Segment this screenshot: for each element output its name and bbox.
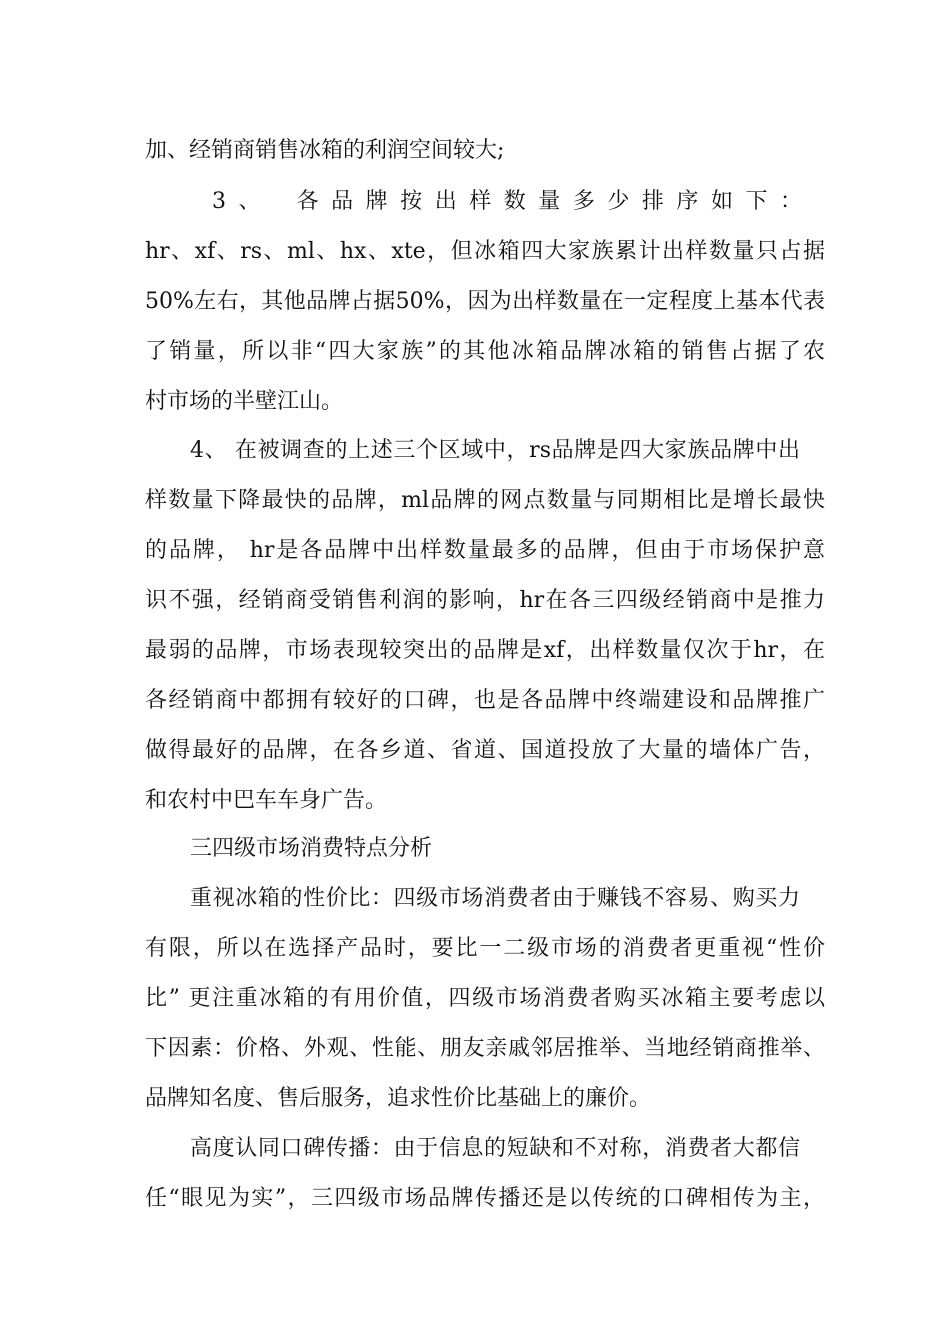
text-line-12: 各经销商中都拥有较好的口碑，也是各品牌中终端建设和品牌推广 (145, 688, 825, 713)
text-line-9: 的品牌， hr是各品牌中出样数量最多的品牌，但由于市场保护意 (145, 538, 825, 563)
section-heading: 三四级市场消费特点分析 (190, 836, 433, 861)
text-line-21: 高度认同口碑传播：由于信息的短缺和不对称，消费者大都信 (190, 1136, 800, 1161)
text-line-17: 有限，所以在选择产品时，要比一二级市场的消费者更重视“性价 (145, 936, 825, 961)
text-line-19: 下因素：价格、外观、性能、朋友亲戚邻居推举、当地经销商推举、 (145, 1036, 825, 1061)
text-line-14: 和农村中巴车车身广告。 (145, 788, 388, 813)
text-line-2: 3、 各品牌按出样数量多少排序如下： (212, 189, 802, 214)
text-line-3: hr、xf、rs、ml、hx、xte，但冰箱四大家族累计出样数量只占据 (145, 239, 825, 264)
text-line-22: 任“眼见为实”，三四级市场品牌传播还是以传统的口碑相传为主， (145, 1186, 825, 1211)
text-line-7: 4、 在被调查的上述三个区域中，rs品牌是四大家族品牌中出 (190, 438, 800, 463)
text-line-10: 识不强，经销商受销售利润的影响，hr在各三四级经销商中是推力 (145, 588, 825, 613)
text-line-4: 50%左右，其他品牌占据50%，因为出样数量在一定程度上基本代表 (145, 289, 825, 314)
text-line-5: 了销量，所以非“四大家族”的其他冰箱品牌冰箱的销售占据了农 (145, 339, 825, 364)
text-line-16: 重视冰箱的性价比：四级市场消费者由于赚钱不容易、购买力 (190, 886, 800, 911)
text-line-18: 比” 更注重冰箱的有用价值，四级市场消费者购买冰箱主要考虑以 (145, 986, 825, 1011)
text-line-11: 最弱的品牌，市场表现较突出的品牌是xf，出样数量仅次于hr，在 (145, 638, 825, 663)
text-line-8: 样数量下降最快的品牌，ml品牌的网点数量与同期相比是增长最快 (145, 488, 825, 513)
text-line-13: 做得最好的品牌，在各乡道、省道、国道投放了大量的墙体广告， (145, 738, 825, 763)
text-line-6: 村市场的半壁江山。 (145, 389, 344, 414)
text-line-20: 品牌知名度、售后服务，追求性价比基础上的廉价。 (145, 1086, 652, 1111)
text-line-1: 加、经销商销售冰箱的利润空间较大; (145, 138, 505, 163)
